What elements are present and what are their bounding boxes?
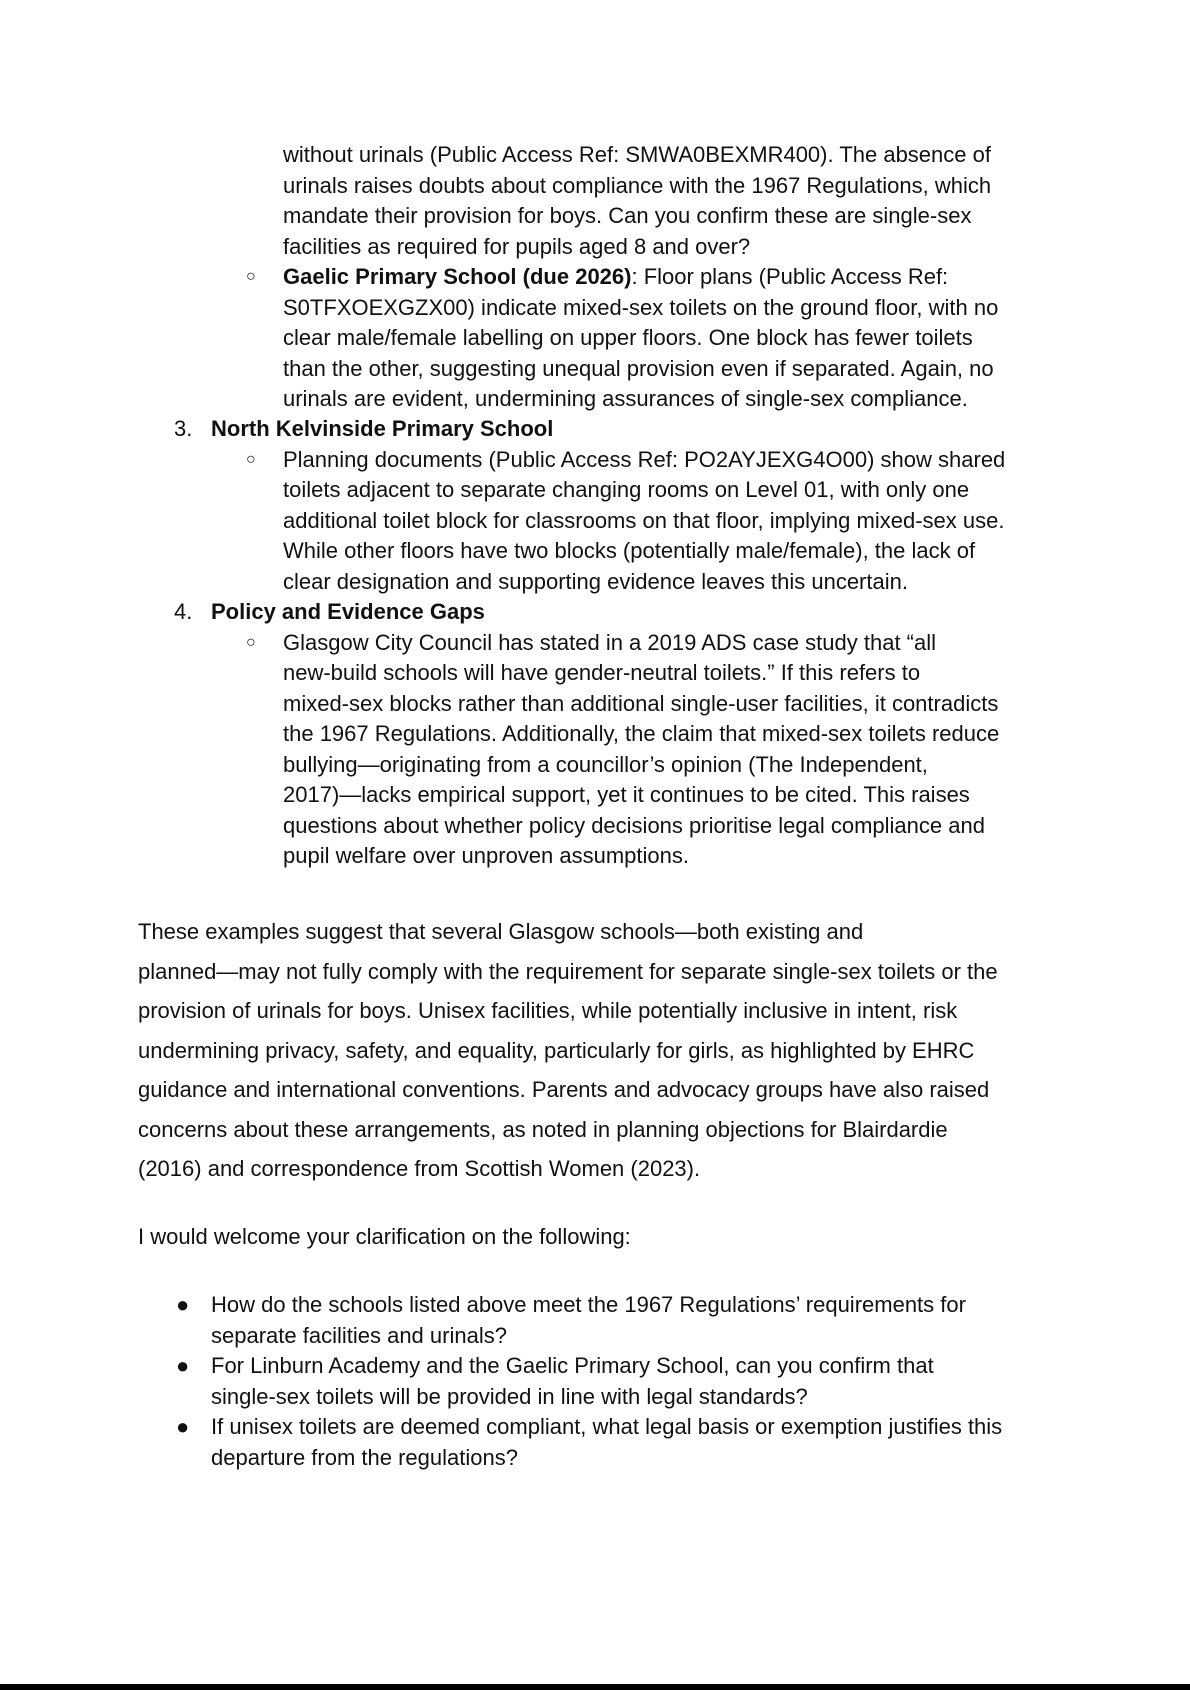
hollow-bullet-icon: ○: [246, 633, 256, 651]
text-line: separate facilities and urinals?: [211, 1322, 507, 1348]
text-line: guidance and international conventions. Parents and advocacy groups have also raised: [138, 1077, 990, 1102]
text-line: planned—may not fully comply with the requirement for separate single-sex toilets or the: [138, 958, 998, 984]
text-line: If unisex toilets are deemed compliant, what legal basis or exemption justifies this: [211, 1414, 1003, 1439]
text-line: (2016) and correspondence from Scottish Women (2023).: [138, 1156, 701, 1181]
text-line: than the other, suggesting unequal provision even if separated. Again, no: [283, 355, 994, 381]
gaelic-sub-item: [0, 262, 1190, 415]
text-line: mandate their provision for boys. Can you confirm these are single-sex: [283, 203, 972, 228]
text-line: clear designation and supporting evidence leaves this uncertain.: [283, 568, 908, 594]
text-line: concerns about these arrangements, as noted in planning objections for Blairdardie: [138, 1116, 948, 1142]
text-line: the 1967 Regulations. Additionally, the claim that mixed-sex toilets reduce: [283, 721, 1000, 746]
continued-sub-item: [0, 140, 1190, 262]
text-line: While other floors have two blocks (potentially male/female), the lack of: [283, 538, 976, 563]
bottom-edge-bar: [0, 1684, 1190, 1690]
text-line: [283, 262, 1190, 293]
list-item: [0, 1351, 1190, 1412]
text-line: Planning documents (Public Access Ref: PO2AYJEXG4O00) show shared: [283, 446, 1006, 472]
list-item: [0, 1290, 1190, 1351]
text-line: clear male/female labelling on upper floors. One block has fewer toilets: [283, 325, 973, 350]
section-3: [0, 414, 1190, 597]
text-line: single-sex toilets will be provided in line with legal standards?: [211, 1383, 808, 1409]
section-number: 4.: [174, 599, 193, 624]
bullet-icon: ●: [176, 1292, 190, 1317]
section-4: [0, 597, 1190, 872]
text-line: questions about whether policy decisions prioritise legal compliance and: [283, 812, 985, 838]
text-line: without urinals (Public Access Ref: SMWA0BEXMR400). The absence of: [283, 142, 991, 167]
text-line: These examples suggest that several Glasgow schools—both existing and: [138, 919, 864, 944]
text-line: pupil welfare over unproven assumptions.: [283, 843, 690, 868]
text-line: toilets adjacent to separate changing rooms on Level 01, with only one: [283, 477, 970, 502]
hollow-bullet-icon: ○: [246, 268, 256, 285]
clarification-intro: I would welcome your clarification on the following:: [138, 1224, 631, 1249]
gaelic-title: Gaelic Primary School (due 2026): [283, 264, 632, 289]
text-line: For Linburn Academy and the Gaelic Primary School, can you confirm that: [211, 1353, 934, 1378]
section-title: North Kelvinside Primary School: [211, 416, 554, 441]
summary-paragraph: [138, 912, 1058, 1189]
hollow-bullet-icon: ○: [246, 450, 256, 468]
text-line: additional toilet block for classrooms on that floor, implying mixed-sex use.: [283, 507, 1005, 533]
text-line: undermining privacy, safety, and equality, particularly for girls, as highlighted by EHRC: [138, 1037, 975, 1063]
text-line: mixed-sex blocks rather than additional single-user facilities, it contradicts: [283, 690, 999, 716]
text-line: departure from the regulations?: [211, 1444, 518, 1470]
questions-list: [0, 1290, 1190, 1473]
text-line: provision of urinals for boys. Unisex facilities, while potentially inclusive in intent, risk: [138, 998, 958, 1023]
text-line: facilities as required for pupils aged 8 and over?: [283, 233, 751, 259]
bullet-icon: ●: [176, 1353, 190, 1378]
list-item: [0, 1412, 1190, 1473]
gaelic-first-line-rest: : Floor plans (Public Access Ref:: [631, 264, 949, 289]
text-line: S0TFXOEXGZX00) indicate mixed-sex toilets on the ground floor, with no: [283, 294, 999, 320]
text-line: Glasgow City Council has stated in a 2019 ADS case study that “all: [283, 629, 937, 655]
text-line: How do the schools listed above meet the 1967 Regulations’ requirements for: [211, 1292, 966, 1317]
text-line: new-build schools will have gender-neutral toilets.” If this refers to: [283, 660, 921, 685]
section-title: Policy and Evidence Gaps: [211, 599, 485, 624]
section-number: 3.: [174, 416, 193, 441]
bullet-icon: ●: [176, 1414, 190, 1439]
text-line: urinals are evident, undermining assurances of single-sex compliance.: [283, 386, 968, 411]
text-line: bullying—originating from a councillor’s opinion (The Independent,: [283, 751, 928, 777]
text-line: 2017)—lacks empirical support, yet it continues to be cited. This raises: [283, 782, 970, 807]
text-line: urinals raises doubts about compliance with the 1967 Regulations, which: [283, 172, 992, 198]
